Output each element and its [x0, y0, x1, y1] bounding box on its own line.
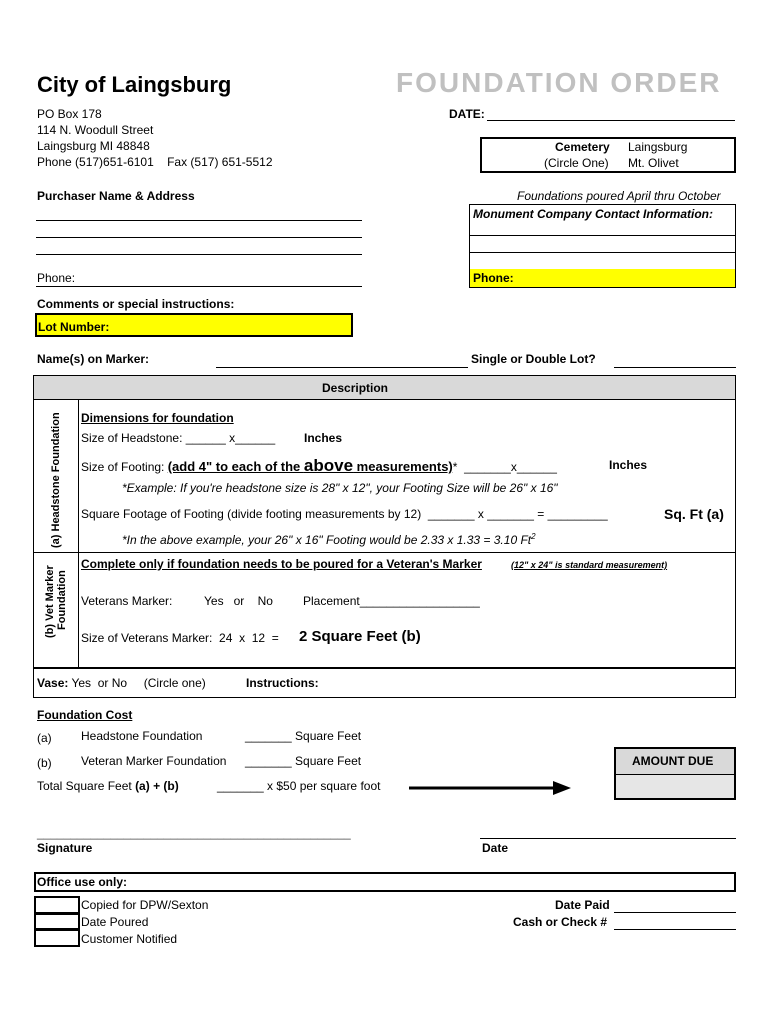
vet-note: (12" x 24" is standard measurement): [511, 560, 668, 570]
arrow-right-icon: [407, 778, 573, 798]
circle-one-label: (Circle One): [544, 156, 609, 170]
side-label-a: (a) Headstone Foundation: [50, 412, 62, 548]
amount-due-label: AMOUNT DUE: [632, 754, 714, 768]
vase-row[interactable]: [37, 676, 206, 690]
monument-phone-label[interactable]: Phone:: [473, 271, 514, 285]
purchaser-phone-label: Phone:: [37, 271, 76, 285]
footing-line: [81, 456, 557, 476]
footing-prefix: Size of Footing:: [81, 460, 168, 474]
address-line-2: 114 N. Woodull Street: [37, 123, 154, 137]
office-use-title: Office use only:: [37, 875, 128, 889]
vet-placement[interactable]: Placement__________________: [303, 594, 480, 608]
cemetery-option-laingsburg[interactable]: Laingsburg: [628, 140, 688, 154]
lot-number-label: Lot Number:: [38, 320, 110, 334]
names-field[interactable]: [216, 367, 468, 368]
side-label-b1: (b) Vet Marker: [44, 565, 56, 638]
cash-check-label: Cash or Check #: [513, 915, 608, 929]
headstone-inches: Inches: [304, 431, 343, 445]
date-paid-field[interactable]: [614, 912, 736, 913]
footing-above: above: [303, 456, 354, 475]
city-title: City of Laingsburg: [37, 72, 232, 97]
side-label-b2: Foundation: [56, 570, 68, 630]
office-checkbox-3[interactable]: [34, 929, 80, 947]
description-divider: [78, 400, 79, 668]
office-use-box: [34, 872, 736, 892]
vet-yes-no[interactable]: Yes or No: [204, 594, 273, 608]
cemetery-option-mt-olivet[interactable]: Mt. Olivet: [628, 156, 679, 170]
vet-size-label: Size of Veterans Marker: 24 x 12 =: [81, 631, 283, 645]
date-label: DATE:: [449, 107, 485, 121]
phone-fax: Phone (517)651-6101 Fax (517) 651-5512: [37, 155, 273, 169]
address-line-3: Laingsburg MI 48848: [37, 139, 150, 153]
purchaser-line-3[interactable]: [36, 254, 362, 255]
vet-title: Complete only if foundation needs to be poured for a Veteran's Marker: [81, 557, 482, 571]
cost-a-desc: Headstone Foundation: [81, 729, 203, 743]
sqft-calc[interactable]: Square Footage of Footing (divide footing measurements by 12) _______ x _______ = _________: [81, 507, 608, 521]
example-2-text: *In the above example, your 26" x 16" Footing would be 2.33 x 1.33 = 3.10 Ft: [122, 533, 532, 547]
example-1: *Example: If you're headstone size is 28" x 12", your Footing Size will be 26" x 16": [122, 481, 558, 495]
purchaser-line-1[interactable]: [36, 220, 362, 221]
purchaser-label: Purchaser Name & Address: [37, 189, 195, 203]
cost-a-label: (a): [37, 731, 52, 745]
purchaser-line-2[interactable]: [36, 237, 362, 238]
cemetery-label: Cemetery: [555, 140, 610, 154]
instructions-label: Instructions:: [246, 676, 319, 690]
footing-bold-2: measurements): [353, 459, 453, 474]
cash-check-field[interactable]: [614, 929, 736, 930]
comments-label: Comments or special instructions:: [37, 297, 235, 311]
date-paid-label: Date Paid: [555, 898, 610, 912]
names-label: Name(s) on Marker:: [37, 352, 150, 366]
office-item-2: Date Poured: [81, 915, 149, 929]
cost-b-desc: Veteran Marker Foundation: [81, 754, 227, 768]
total-calc[interactable]: _______ x $50 per square foot: [217, 779, 381, 793]
vet-sqft: 2 Square Feet (b): [299, 628, 421, 645]
amount-due-field[interactable]: [616, 775, 734, 798]
address-line-1: PO Box 178: [37, 107, 102, 121]
section-divider: [33, 552, 736, 553]
office-item-3: Customer Notified: [81, 932, 178, 946]
signature-date-label: Date: [482, 841, 509, 855]
total-label: [37, 779, 179, 793]
example-2: [122, 532, 536, 547]
footing-inches: Inches: [609, 458, 648, 472]
date-field[interactable]: [487, 120, 735, 121]
signature-date-field[interactable]: [480, 838, 736, 839]
single-double-field[interactable]: [614, 367, 736, 368]
cost-a-sqft[interactable]: _______ Square Feet: [245, 729, 362, 743]
signature-line[interactable]: _______________________________________________: [37, 826, 351, 840]
footing-size-field[interactable]: * _______x______: [452, 460, 557, 474]
cost-title: Foundation Cost: [37, 708, 133, 722]
total-bold: (a) + (b): [135, 779, 179, 793]
footing-bold-1: (add 4" to each of the: [167, 459, 304, 474]
sqft-a-label: Sq. Ft (a): [664, 506, 724, 522]
example-2-sup: 2: [531, 532, 536, 541]
vet-marker-label: Veterans Marker:: [81, 594, 173, 608]
office-item-1: Copied for DPW/Sexton: [81, 898, 209, 912]
description-header: Description: [322, 381, 389, 395]
monument-label: Monument Company Contact Information:: [473, 207, 713, 221]
office-checkbox-1[interactable]: [34, 896, 80, 914]
monument-line-1[interactable]: [469, 235, 736, 236]
form-title: FOUNDATION ORDER: [396, 67, 722, 98]
vase-options: Yes or No (Circle one): [68, 676, 206, 690]
single-double-label: Single or Double Lot?: [471, 352, 596, 366]
foundations-note: Foundations poured April thru October: [517, 189, 721, 203]
signature-label: Signature: [37, 841, 93, 855]
total-prefix: Total Square Feet: [37, 779, 136, 793]
cost-b-label: (b): [37, 756, 52, 770]
vase-label: Vase:: [37, 676, 69, 690]
cost-b-sqft[interactable]: _______ Square Feet: [245, 754, 362, 768]
monument-line-2[interactable]: [469, 252, 736, 253]
purchaser-phone-field[interactable]: [36, 286, 362, 287]
headstone-size[interactable]: Size of Headstone: ______ x______: [81, 431, 276, 445]
dimensions-title: Dimensions for foundation: [81, 411, 234, 425]
office-checkbox-2[interactable]: [34, 913, 80, 930]
